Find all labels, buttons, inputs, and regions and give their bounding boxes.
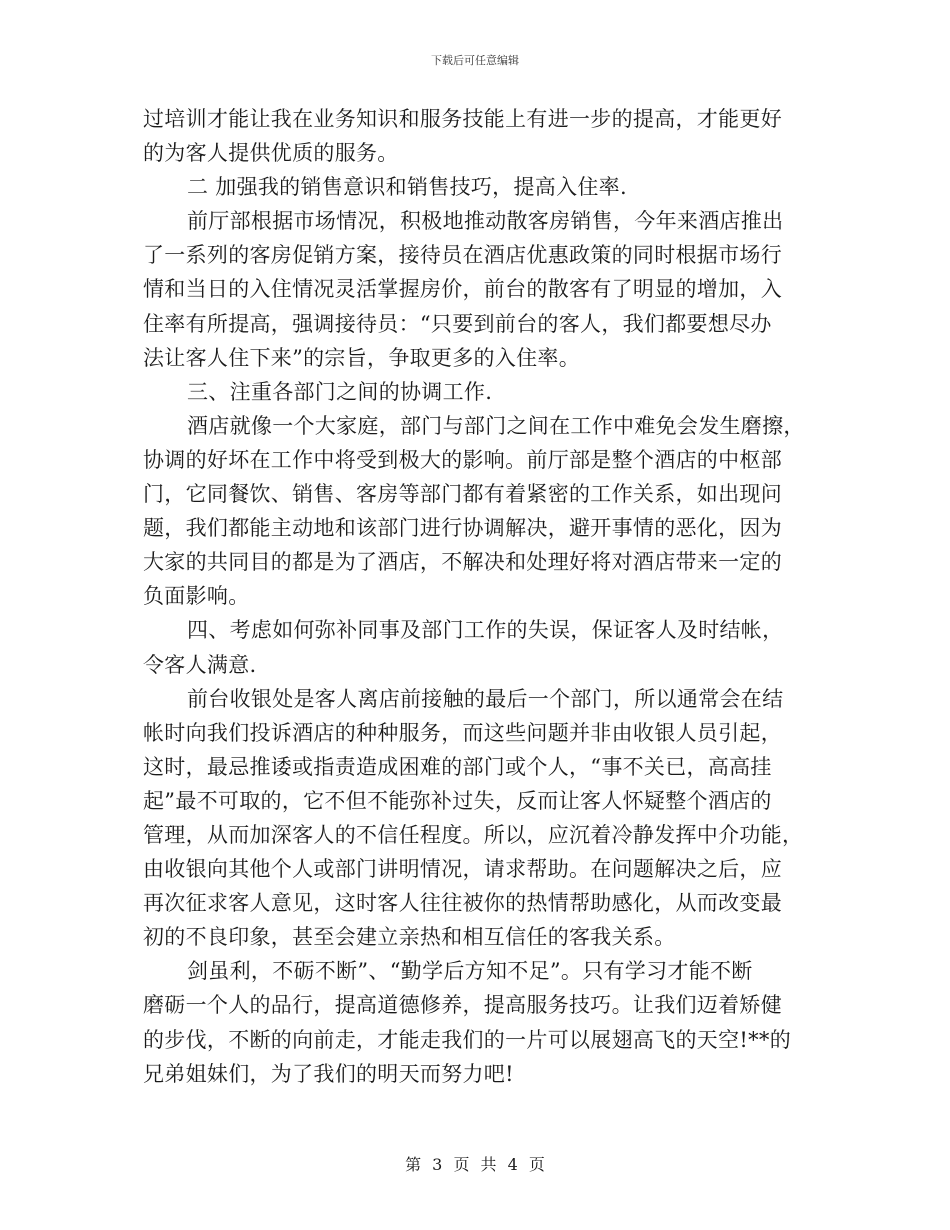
text-line: 的为客人提供优质的服务。 bbox=[143, 141, 399, 166]
section-heading: 二 加强我的销售意识和销售技巧，提高入住率. bbox=[187, 175, 627, 200]
text-line: 酒店就像一个大家庭，部门与部门之间在工作中难免会发生磨擦， bbox=[187, 413, 805, 438]
text-line: 起”最不可取的，它不但不能弥补过失，反而让客人怀疑整个酒店的 bbox=[143, 788, 772, 813]
text-line: 过培训才能让我在业务知识和服务技能上有进一步的提高，才能更好 bbox=[143, 107, 782, 131]
text-line: 初的不良印象，甚至会建立亲热和相互信任的客我关系。 bbox=[143, 925, 676, 950]
text-line: 由收银向其他个人或部门讲明情况，请求帮助。在问题解决之后，应 bbox=[143, 857, 782, 882]
text-line: 负面影响。 bbox=[143, 584, 250, 609]
text-line: 再次征求客人意见，这时客人往往被你的热情帮助感化，从而改变最 bbox=[143, 891, 782, 916]
text-line: 剑虽利，不砺不断”、“勤学后方知不足”。只有学习才能不断 bbox=[187, 959, 753, 984]
text-line: 大家的共同目的都是为了酒店，不解决和处理好将对酒店带来一定的 bbox=[143, 550, 782, 575]
text-line: 这时，最忌推诿或指责造成困难的部门或个人，“事不关已，高高挂 bbox=[143, 754, 772, 779]
text-line: 情和当日的入住情况灵活掌握房价，前台的散客有了明显的增加，入 bbox=[143, 277, 782, 302]
text-line: 帐时向我们投诉酒店的种种服务，而这些问题并非由收银人员引起， bbox=[143, 720, 782, 745]
text-line: 磨砺一个人的品行，提高道德修养，提高服务技巧。让我们迈着矫健 bbox=[143, 993, 782, 1018]
text-line: 前厅部根据市场情况，积极地推动散客房销售，今年来酒店推出 bbox=[187, 209, 784, 234]
section-heading-continued: 令客人满意. bbox=[143, 652, 257, 677]
section-heading: 四、考虑如何弥补同事及部门工作的失误，保证客人及时结帐， bbox=[187, 618, 784, 643]
section-heading: 三、注重各部门之间的协调工作. bbox=[187, 379, 493, 404]
text-line: 管理，从而加深客人的不信任程度。所以，应沉着冷静发挥中介功能， bbox=[143, 822, 804, 847]
text-line: 兄弟姐妹们，为了我们的明天而努力吧! bbox=[143, 1061, 514, 1086]
text-line: 的步伐，不断的向前走，才能走我们的一片可以展翅高飞的天空!**的 bbox=[143, 1027, 792, 1052]
page-number-footer: 第 3 页 共 4 页 bbox=[405, 1155, 545, 1174]
text-line: 法让客人住下来”的宗旨，争取更多的入住率。 bbox=[143, 345, 581, 370]
text-line: 协调的好坏在工作中将受到极大的影响。前厅部是整个酒店的中枢部 bbox=[143, 447, 782, 472]
text-line: 前台收银处是客人离店前接触的最后一个部门，所以通常会在结 bbox=[187, 686, 784, 711]
text-line: 了一系列的客房促销方案，接待员在酒店优惠政策的同时根据市场行 bbox=[143, 243, 782, 268]
text-line: 题，我们都能主动地和该部门进行协调解决，避开事情的恶化，因为 bbox=[143, 516, 782, 541]
page-header-note: 下载后可任意编辑 bbox=[431, 54, 519, 67]
document-body bbox=[143, 102, 803, 1091]
text-line: 住率有所提高，强调接待员：“只要到前台的客人，我们都要想尽办 bbox=[143, 311, 772, 336]
text-line: 门，它同餐饮、销售、客房等部门都有着紧密的工作关系，如出现问 bbox=[143, 482, 782, 507]
